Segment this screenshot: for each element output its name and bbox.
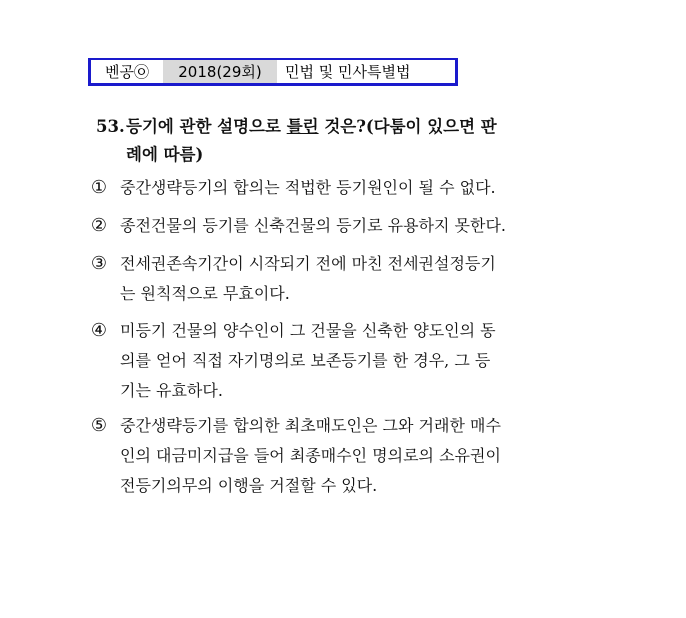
stem-text-before: 등기에 관한 설명으로: [126, 117, 287, 136]
choice-marker: ②: [90, 215, 108, 236]
question-number: 53.: [96, 117, 125, 136]
choice-line: 기는 유효하다.: [120, 381, 223, 400]
choice-line: 인의 대금미지급을 들어 최종매수인 명의로의 소유권이: [120, 446, 501, 465]
choice-marker: ①: [90, 177, 108, 198]
choice-line: 중간생략등기를 합의한 최초매도인은 그와 거래한 매수: [120, 416, 501, 435]
choice-marker: ⑤: [90, 415, 108, 436]
choice-line: 종전건물의 등기를 신축건물의 등기로 유용하지 못한다.: [120, 216, 507, 235]
question-stem: [96, 113, 616, 169]
header-org: 벤공㉧: [91, 60, 163, 83]
choice-line: 중간생략등기의 합의는 적법한 등기원인이 될 수 없다.: [120, 178, 496, 197]
choice-line: 의를 얻어 직접 자기명의로 보존등기를 한 경우, 그 등: [120, 351, 491, 370]
header-subject: 민법 및 민사특별법: [277, 60, 455, 83]
choice-line: 는 원칙적으로 무효이다.: [120, 284, 290, 303]
choice-3[interactable]: [88, 249, 608, 309]
choice-5[interactable]: [88, 411, 608, 501]
choice-4[interactable]: [88, 316, 608, 406]
choice-marker: ④: [90, 320, 108, 341]
exam-header: [88, 58, 458, 86]
choice-2[interactable]: [88, 211, 608, 241]
choice-line: 전등기의무의 이행을 거절할 수 있다.: [120, 476, 378, 495]
choice-marker: ③: [90, 253, 108, 274]
header-year: 2018(29회): [163, 60, 277, 83]
choice-1[interactable]: [88, 173, 608, 203]
stem-underlined-word: 틀린: [286, 117, 319, 136]
stem-text-line2: 례에 따름): [126, 145, 204, 164]
choice-line: 미등기 건물의 양수인이 그 건물을 신축한 양도인의 동: [120, 321, 496, 340]
choice-line: 전세권존속기간이 시작되기 전에 마친 전세권설정등기: [120, 254, 496, 273]
stem-text-after: 것은?(다툼이 있으면 판: [318, 117, 497, 136]
